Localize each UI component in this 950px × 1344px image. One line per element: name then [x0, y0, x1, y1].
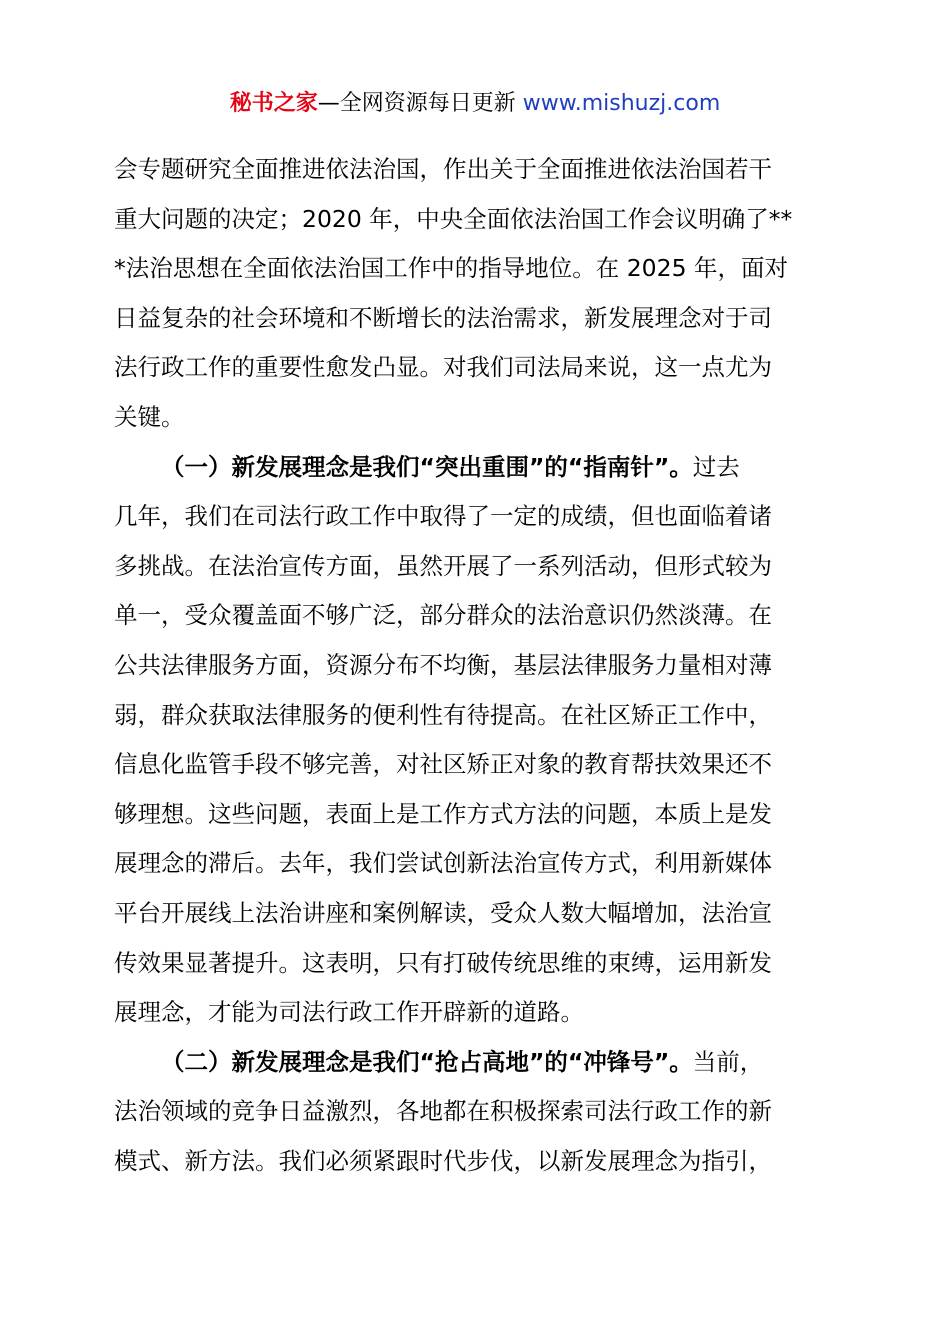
text-line: 法治领域的竞争日益激烈，各地都在积极探索司法行政工作的新 — [114, 1097, 772, 1126]
text-line: 弱，群众获取法律服务的便利性有待提高。在社区矫正工作中， — [114, 700, 772, 729]
text-line: *法治思想在全面依法治国工作中的指导地位。在 2025 年，面对 — [114, 254, 788, 283]
text-line: 单一，受众覆盖面不够广泛，部分群众的法治意识仍然淡薄。在 — [114, 601, 772, 630]
section-heading-2 — [114, 1038, 836, 1088]
section-heading-2-tail: 当前， — [692, 1047, 764, 1076]
text-line: 几年，我们在司法行政工作中取得了一定的成绩，但也面临着诸 — [114, 502, 772, 531]
text-line: 平台开展线上法治讲座和案例解读，受众人数大幅增加，法治宣 — [114, 898, 772, 927]
section-heading-1-tail: 过去 — [692, 452, 740, 481]
section-heading-2-title: （二）新发展理念是我们“抢占高地”的“冲锋号”。 — [161, 1047, 693, 1076]
document-body — [114, 145, 836, 1186]
site-header — [0, 88, 950, 120]
text-line: 公共法律服务方面，资源分布不均衡，基层法律服务力量相对薄 — [114, 650, 772, 679]
site-tagline: —全网资源每日更新 — [317, 91, 523, 116]
text-line: 关键。 — [114, 402, 185, 431]
section-heading-1-title: （一）新发展理念是我们“突出重围”的“指南针”。 — [161, 452, 693, 481]
site-brand: 秘书之家 — [229, 91, 318, 116]
text-line: 够理想。这些问题，表面上是工作方式方法的问题，本质上是发 — [114, 799, 772, 828]
text-line: 模式、新方法。我们必须紧跟时代步伐，以新发展理念为指引， — [114, 1146, 772, 1175]
text-line: 传效果显著提升。这表明，只有打破传统思维的束缚，运用新发 — [114, 948, 772, 977]
site-url-link[interactable]: www.mishuzj.com — [522, 91, 721, 116]
section-heading-1 — [114, 443, 836, 493]
text-line: 会专题研究全面推进依法治国，作出关于全面推进依法治国若干 — [114, 155, 772, 183]
text-line: 重大问题的决定；2020 年，中央全面依法治国工作会议明确了** — [114, 204, 793, 233]
text-line: 展理念的滞后。去年，我们尝试创新法治宣传方式，利用新媒体 — [114, 849, 772, 878]
text-line: 法行政工作的重要性愈发凸显。对我们司法局来说，这一点尤为 — [114, 353, 772, 382]
text-line: 展理念，才能为司法行政工作开辟新的道路。 — [114, 998, 584, 1027]
text-line: 日益复杂的社会环境和不断增长的法治需求，新发展理念对于司 — [114, 303, 772, 332]
text-line: 多挑战。在法治宣传方面，虽然开展了一系列活动，但形式较为 — [114, 551, 772, 580]
text-line: 信息化监管手段不够完善，对社区矫正对象的教育帮扶效果还不 — [114, 750, 772, 779]
